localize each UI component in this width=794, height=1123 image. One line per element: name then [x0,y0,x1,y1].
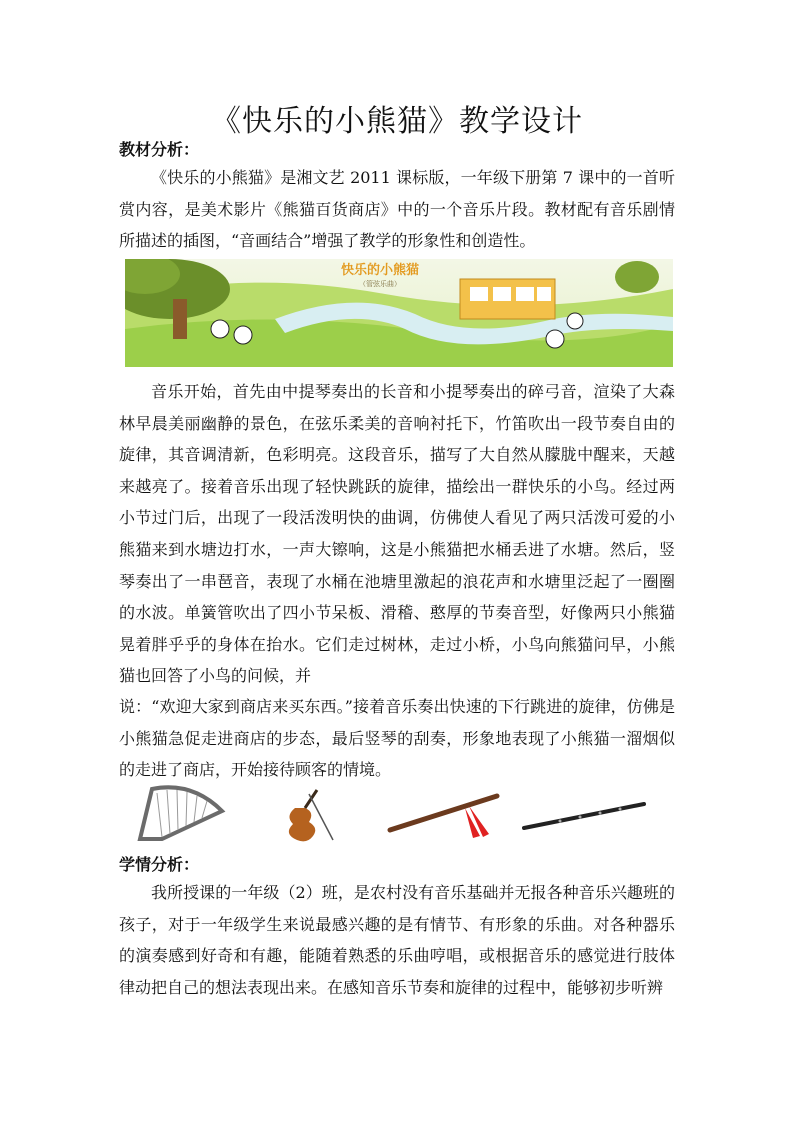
violin-image [275,788,335,844]
paragraph-material-intro: 《快乐的小熊猫》是湘文艺 2011 课标版，一年级下册第 7 课中的一首听赏内容，是美术影片《熊猫百货商店》中的一个音乐片段。教材配有音乐剧情所描述的插图，“音画结合”增强了教学的形象性和创造性。 [119,168,675,251]
banner-subtitle: （管弦乐曲） [359,280,401,288]
banner-title: 快乐的小熊猫 [340,263,420,278]
clarinet-image [520,800,648,834]
bamboo-flute-image [385,790,500,842]
illustration-banner [125,259,673,367]
paragraph-music-ending: 说：“欢迎大家到商店来买东西。”接着音乐奏出快速的下行跳进的旋律，仿佛是小熊猫急促走进商店的步态，最后竖琴的刮奏，形象地表现了小熊猫一溜烟似的走进了商店，开始接待顾客的情境。 [119,697,675,780]
paragraph-students: 我所授课的一年级（2）班，是农村没有音乐基础并无报各种音乐兴趣班的孩子，对于一年级学生来说最感兴趣的是有情节、有形象的乐曲。对各种器乐的演奏感到好奇和有趣，能随着熟悉的乐曲哼唱，或根据音乐的感觉进行肢体律动把自己的想法表现出来。在感知音乐节奏和旋律的过程中，能够初步听辨 [119,883,675,997]
document-title: 《快乐的小熊猫》教学设计 [211,104,583,139]
paragraph-music-description: 音乐开始，首先由中提琴奏出的长音和小提琴奏出的碎弓音，渲染了大森林早晨美丽幽静的景色，在弦乐柔美的音响衬托下，竹笛吹出一段节奏自由的旋律，其音调清新，色彩明亮。这段音乐，描写了大自然从朦胧中醒来，天越来越亮了。接着音乐出现了轻快跳跃的旋律，描绘出一群快乐的小鸟。经过两小节过门后，出现了一段活泼明快的曲调，仿佛使人看见了两只活泼可爱的小熊猫来到水塘边打水，一声大镲响，这是小熊猫把水桶丢进了水塘。然后，竖琴奏出了一串琶音，表现了水桶在池塘里激起的浪花声和水塘里泛起了一圈圈的水波。单簧管吹出了四小节呆板、滑稽、憨厚的节奏音型，好像两只小熊猫晃着胖乎乎的身体在抬水。它们走过树林，走过小桥，小鸟向熊猫问早，小熊猫也回答了小鸟的问候，并 [119,382,675,686]
section-heading-material: 教材分析： [119,140,200,159]
harp-image [122,781,240,845]
section-heading-students: 学情分析： [119,855,200,874]
